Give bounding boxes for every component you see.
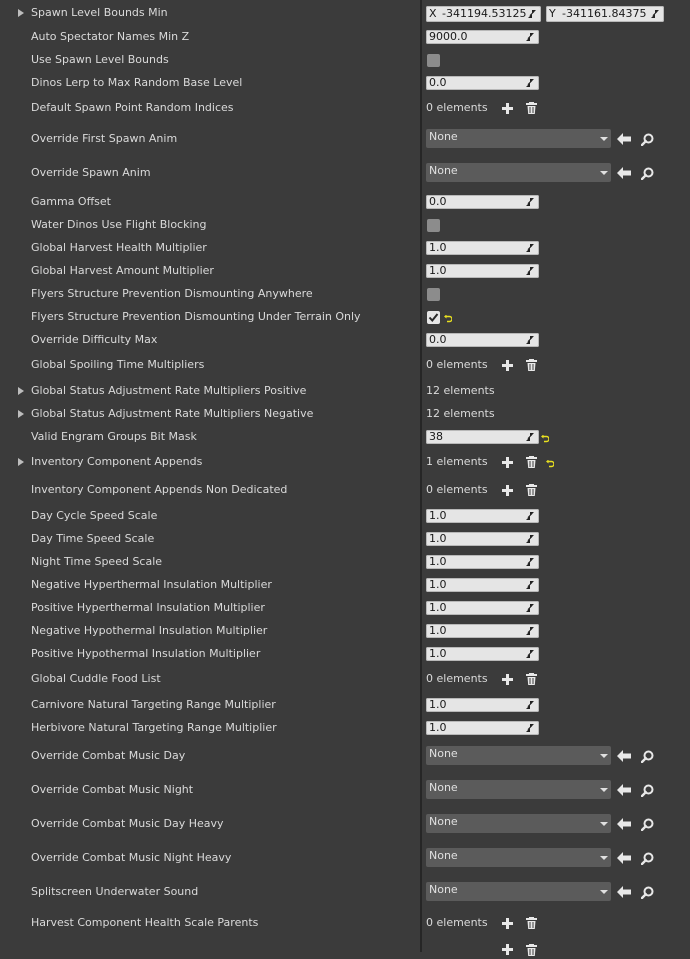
property-row-auto-spectator-names-min-z [0, 25, 690, 49]
property-row-gamma-offset [0, 190, 690, 214]
numeric-input[interactable] [426, 721, 539, 735]
asset-combo-box[interactable] [426, 163, 611, 182]
property-row-day-cycle-speed-scale [0, 504, 690, 528]
numeric-value: 9000.0 [429, 30, 468, 43]
y-value-field[interactable] [546, 6, 664, 22]
property-row-splitscreen-underwater-sound [0, 880, 690, 904]
browse-search-icon[interactable] [641, 784, 654, 797]
property-row-global-harvest-health-multiplier [0, 236, 690, 260]
use-selected-arrow-icon[interactable] [617, 852, 631, 864]
numeric-value: 1.0 [429, 721, 447, 734]
property-row-global-status-adjustment-rate-multipliers-positive [0, 379, 690, 403]
property-row-override-first-spawn-anim [0, 127, 690, 151]
element-count: 12 elements [426, 407, 495, 420]
property-row-night-time-speed-scale [0, 550, 690, 574]
chevron-down-icon [600, 856, 608, 860]
add-element-icon[interactable] [502, 360, 513, 371]
use-selected-arrow-icon[interactable] [617, 750, 631, 762]
asset-combo-box[interactable] [426, 814, 611, 833]
property-label: Positive Hypothermal Insulation Multiplier [31, 647, 261, 660]
numeric-input[interactable] [426, 532, 539, 546]
numeric-input[interactable] [426, 430, 539, 444]
property-label: Override Combat Music Night Heavy [31, 851, 232, 864]
element-count: 0 elements [426, 358, 488, 371]
property-label: Valid Engram Groups Bit Mask [31, 430, 197, 443]
use-selected-arrow-icon[interactable] [617, 886, 631, 898]
add-element-icon[interactable] [502, 944, 513, 955]
numeric-input[interactable] [426, 333, 539, 347]
property-label: Override Combat Music Day Heavy [31, 817, 224, 830]
chevron-down-icon [600, 171, 608, 175]
selected-asset: None [429, 781, 458, 794]
numeric-value: 0.0 [429, 333, 447, 346]
numeric-value: 1.0 [429, 698, 447, 711]
asset-combo-box[interactable] [426, 848, 611, 867]
expand-arrow-icon[interactable] [18, 458, 24, 466]
expand-arrow-icon[interactable] [18, 410, 24, 418]
numeric-input[interactable] [426, 647, 539, 661]
property-row-global-harvest-amount-multiplier [0, 259, 690, 283]
drag-handle-icon[interactable] [526, 724, 534, 732]
property-row-override-difficulty-max [0, 328, 690, 352]
property-row-negative-hypothermal-insulation-multiplier [0, 619, 690, 643]
property-label: Dinos Lerp to Max Random Base Level [31, 76, 243, 89]
numeric-input[interactable] [426, 30, 539, 44]
property-label: Default Spawn Point Random Indices [31, 101, 234, 114]
delete-all-icon[interactable] [526, 944, 537, 956]
property-label: Global Status Adjustment Rate Multipliers Negative [31, 407, 314, 420]
property-label: Global Cuddle Food List [31, 672, 161, 685]
drag-handle-icon[interactable] [526, 433, 534, 441]
drag-handle-icon[interactable] [526, 244, 534, 252]
element-count: 12 elements [426, 384, 495, 397]
numeric-value: 1.0 [429, 555, 447, 568]
property-row-default-spawn-point-random-indices [0, 96, 690, 120]
asset-combo-box[interactable] [426, 882, 611, 901]
property-row-flyers-structure-prevention-dismounting-anywhere [0, 282, 690, 306]
chevron-down-icon [600, 754, 608, 758]
chevron-down-icon [600, 822, 608, 826]
drag-handle-icon[interactable] [526, 581, 534, 589]
property-row-day-time-speed-scale [0, 527, 690, 551]
selected-asset: None [429, 849, 458, 862]
property-label: Day Cycle Speed Scale [31, 509, 158, 522]
property-label: Spawn Level Bounds Min [31, 6, 168, 19]
add-element-icon[interactable] [502, 103, 513, 114]
reset-to-default-icon[interactable] [541, 433, 549, 441]
property-label: Global Harvest Health Multiplier [31, 241, 207, 254]
browse-search-icon[interactable] [641, 750, 654, 763]
property-row-override-combat-music-night-heavy [0, 846, 690, 870]
delete-all-icon[interactable] [526, 484, 537, 496]
add-element-icon[interactable] [502, 918, 513, 929]
property-label: Global Status Adjustment Rate Multipliers Positive [31, 384, 307, 397]
x-axis-label: X [429, 7, 437, 20]
asset-combo-box[interactable] [426, 780, 611, 799]
use-selected-arrow-icon[interactable] [617, 818, 631, 830]
numeric-value: 1.0 [429, 601, 447, 614]
chevron-down-icon [600, 788, 608, 792]
property-label: Global Spoiling Time Multipliers [31, 358, 205, 371]
browse-search-icon[interactable] [641, 852, 654, 865]
property-label: Use Spawn Level Bounds [31, 53, 169, 66]
numeric-value: 1.0 [429, 264, 447, 277]
numeric-input[interactable] [426, 578, 539, 592]
drag-handle-icon[interactable] [526, 336, 534, 344]
property-label: Negative Hyperthermal Insulation Multiplier [31, 578, 272, 591]
element-count: 0 elements [426, 916, 488, 929]
use-selected-arrow-icon[interactable] [617, 784, 631, 796]
selected-asset: None [429, 815, 458, 828]
numeric-value: 1.0 [429, 532, 447, 545]
numeric-input[interactable] [426, 76, 539, 90]
property-label: Override Combat Music Day [31, 749, 186, 762]
expand-arrow-icon[interactable] [18, 9, 24, 17]
checkbox[interactable] [427, 54, 440, 67]
property-row-global-cuddle-food-list [0, 667, 690, 691]
numeric-value: 0.0 [429, 195, 447, 208]
property-label: Global Harvest Amount Multiplier [31, 264, 214, 277]
property-label: Inventory Component Appends [31, 455, 203, 468]
numeric-value: 38 [429, 430, 443, 443]
element-count: 1 elements [426, 455, 488, 468]
property-label: Override Combat Music Night [31, 783, 194, 796]
selected-asset: None [429, 164, 458, 177]
drag-handle-icon[interactable] [526, 650, 534, 658]
asset-combo-box[interactable] [426, 746, 611, 765]
property-row-flyers-structure-prevention-dismounting-under-terrain-only [0, 305, 690, 329]
drag-handle-icon[interactable] [526, 558, 534, 566]
property-label: Splitscreen Underwater Sound [31, 885, 199, 898]
property-row-herbivore-natural-targeting-range-multiplier [0, 716, 690, 740]
property-row-use-spawn-level-bounds [0, 48, 690, 72]
reset-to-default-icon[interactable] [546, 458, 554, 466]
drag-handle-icon[interactable] [526, 33, 534, 41]
chevron-down-icon [600, 137, 608, 141]
property-row-harvest-component-health-scale-parents [0, 911, 690, 935]
numeric-input[interactable] [426, 241, 539, 255]
delete-all-icon[interactable] [526, 917, 537, 929]
browse-search-icon[interactable] [641, 886, 654, 899]
property-label: Flyers Structure Prevention Dismounting Under Terrain Only [31, 310, 361, 323]
checkbox[interactable] [427, 288, 440, 301]
drag-handle-icon[interactable] [526, 267, 534, 275]
browse-search-icon[interactable] [641, 167, 654, 180]
numeric-value: 1.0 [429, 647, 447, 660]
selected-asset: None [429, 130, 458, 143]
drag-handle-icon[interactable] [528, 10, 536, 18]
use-selected-arrow-icon[interactable] [617, 133, 631, 145]
numeric-input[interactable] [426, 509, 539, 523]
numeric-value: 0.0 [429, 76, 447, 89]
property-label: Override Spawn Anim [31, 166, 151, 179]
property-label: Inventory Component Appends Non Dedicated [31, 483, 288, 496]
add-element-icon[interactable] [502, 485, 513, 496]
property-row-water-dinos-use-flight-blocking [0, 213, 690, 237]
drag-handle-icon[interactable] [526, 604, 534, 612]
property-label: Negative Hypothermal Insulation Multiplier [31, 624, 268, 637]
add-element-icon[interactable] [502, 457, 513, 468]
element-count: 0 elements [426, 672, 488, 685]
property-label: Override Difficulty Max [31, 333, 158, 346]
property-row-positive-hypothermal-insulation-multiplier [0, 642, 690, 666]
browse-search-icon[interactable] [641, 818, 654, 831]
selected-asset: None [429, 883, 458, 896]
property-label: Water Dinos Use Flight Blocking [31, 218, 207, 231]
element-count: 0 elements [426, 101, 488, 114]
property-label: Herbivore Natural Targeting Range Multiplier [31, 721, 277, 734]
numeric-input[interactable] [426, 698, 539, 712]
property-label: Carnivore Natural Targeting Range Multiplier [31, 698, 276, 711]
checkbox[interactable] [427, 219, 440, 232]
expand-arrow-icon[interactable] [18, 387, 24, 395]
element-count: 0 elements [426, 483, 488, 496]
property-row-valid-engram-groups-bit-mask [0, 425, 690, 449]
chevron-down-icon [600, 890, 608, 894]
numeric-value: 1.0 [429, 509, 447, 522]
numeric-value: 1.0 [429, 241, 447, 254]
asset-combo-box[interactable] [426, 129, 611, 148]
drag-handle-icon[interactable] [526, 627, 534, 635]
property-row-spawn-level-bounds-min [0, 0, 690, 26]
drag-handle-icon[interactable] [526, 79, 534, 87]
drag-handle-icon[interactable] [526, 198, 534, 206]
x-value-field[interactable] [426, 6, 541, 22]
property-row-carnivore-natural-targeting-range-multiplier [0, 693, 690, 717]
property-row-override-combat-music-day [0, 744, 690, 768]
property-row-dinos-lerp-to-max-random-base-level [0, 71, 690, 95]
numeric-input[interactable] [426, 195, 539, 209]
browse-search-icon[interactable] [641, 133, 654, 146]
use-selected-arrow-icon[interactable] [617, 167, 631, 179]
property-row-global-spoiling-time-multipliers [0, 353, 690, 377]
drag-handle-icon[interactable] [526, 535, 534, 543]
checkbox[interactable] [427, 311, 440, 324]
drag-handle-icon[interactable] [526, 701, 534, 709]
delete-all-icon[interactable] [526, 102, 537, 114]
property-label: Positive Hyperthermal Insulation Multiplier [31, 601, 265, 614]
numeric-input[interactable] [426, 555, 539, 569]
property-label: Auto Spectator Names Min Z [31, 30, 190, 43]
property-label: Night Time Speed Scale [31, 555, 163, 568]
property-row-inventory-component-appends-non-dedicated [0, 478, 690, 502]
numeric-value: 1.0 [429, 578, 447, 591]
property-row-negative-hyperthermal-insulation-multiplier [0, 573, 690, 597]
x-value-text: -341194.53125 [442, 7, 527, 20]
property-row-inventory-component-appends [0, 450, 690, 474]
y-axis-label: Y [549, 7, 556, 20]
numeric-value: 1.0 [429, 624, 447, 637]
numeric-input[interactable] [426, 601, 539, 615]
selected-asset: None [429, 747, 458, 760]
property-row-override-combat-music-night [0, 778, 690, 802]
delete-all-icon[interactable] [526, 673, 537, 685]
delete-all-icon[interactable] [526, 359, 537, 371]
property-row-override-combat-music-day-heavy [0, 812, 690, 836]
property-row-partial [0, 944, 690, 952]
delete-all-icon[interactable] [526, 456, 537, 468]
numeric-input[interactable] [426, 624, 539, 638]
property-row-positive-hyperthermal-insulation-multiplier [0, 596, 690, 620]
property-label: Override First Spawn Anim [31, 132, 178, 145]
property-label: Flyers Structure Prevention Dismounting Anywhere [31, 287, 313, 300]
y-value-text: -341161.84375 [562, 7, 647, 20]
drag-handle-icon[interactable] [526, 512, 534, 520]
property-row-override-spawn-anim [0, 161, 690, 185]
numeric-input[interactable] [426, 264, 539, 278]
reset-to-default-icon[interactable] [444, 313, 452, 321]
property-label: Harvest Component Health Scale Parents [31, 916, 259, 929]
drag-handle-icon[interactable] [651, 10, 659, 18]
property-row-global-status-adjustment-rate-multipliers-negative [0, 402, 690, 426]
property-label: Gamma Offset [31, 195, 111, 208]
property-label: Day Time Speed Scale [31, 532, 155, 545]
add-element-icon[interactable] [502, 674, 513, 685]
